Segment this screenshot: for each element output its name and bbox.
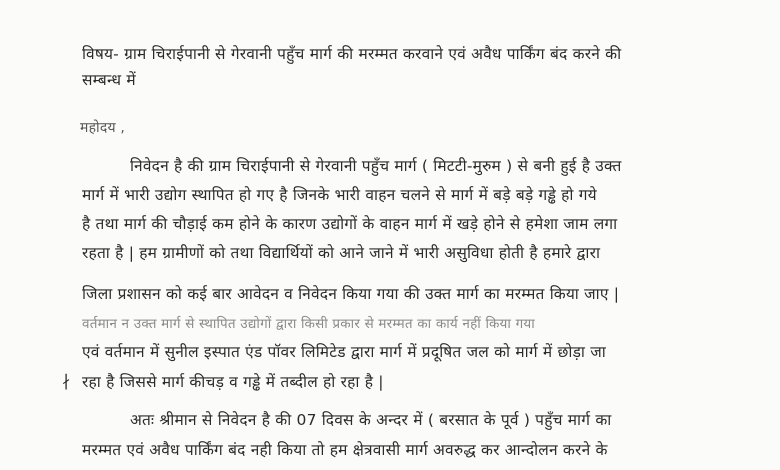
salutation: महोदय , — [80, 120, 126, 136]
body-line-3: है तथा मार्ग की चौड़ाई कम होने के कारण उद्योगों के वाहन मार्ग में खड़े होने से हमेशा जाम लगा — [82, 215, 618, 233]
body-line-2: मार्ग में भारी उद्योग स्थापित हो गए है जिनके भारी वाहन चलने से मार्ग में बड़े बड़े गड्ढे हो गये — [82, 186, 597, 204]
body-line-5: जिला प्रशासन को कई बार आवेदन व निवेदन किया गया की उक्त मार्ग का मरम्मत किया जाए | — [82, 285, 620, 303]
body-line-8: रहा है जिससे मार्ग कीचड़ व गड्ढे में तब्दील हो रहा है | — [82, 373, 384, 391]
body-line-6: वर्तमान न उक्त मार्ग से स्थापित उद्योगों द्वारा किसी प्रकार से मरम्मत का कार्य नहीं किया गया — [82, 316, 535, 332]
margin-mark: ∤ — [62, 371, 70, 390]
body-line-10: मरम्मत एवं अवैध पार्किंग बंद नही किया तो हम क्षेत्रवासी मार्ग अवरुद्ध कर आन्दोलन करने के — [82, 441, 608, 459]
body-line-7: एवं वर्तमान में सुनील इस्पात एंड पॉवर लिमिटेड द्वारा मार्ग में प्रदूषित जल को मार्ग में छोड़ा जा — [82, 343, 606, 361]
body-line-9: अतः श्रीमान से निवेदन है की 07 दिवस के अन्दर में ( बरसात के पूर्व ) पहुँच मार्ग का — [130, 411, 612, 429]
body-line-4: रहता है | हम ग्रामीणों को तथा विद्यार्थियों को आने जाने में भारी असुविधा होती है हमारे द्वारा — [82, 244, 601, 262]
body-line-1: निवेदन है की ग्राम चिराईपानी से गेरवानी पहुँच मार्ग ( मिटटी-मुरुम ) से बनी हुई है उक्त — [130, 157, 622, 175]
subject-line-1: विषय- ग्राम चिराईपानी से गेरवानी पहुँच मार्ग की मरम्मत करवाने एवं अवैध पार्किंग बंद करने की — [82, 45, 622, 63]
subject-line-2: सम्बन्ध में — [82, 71, 136, 89]
